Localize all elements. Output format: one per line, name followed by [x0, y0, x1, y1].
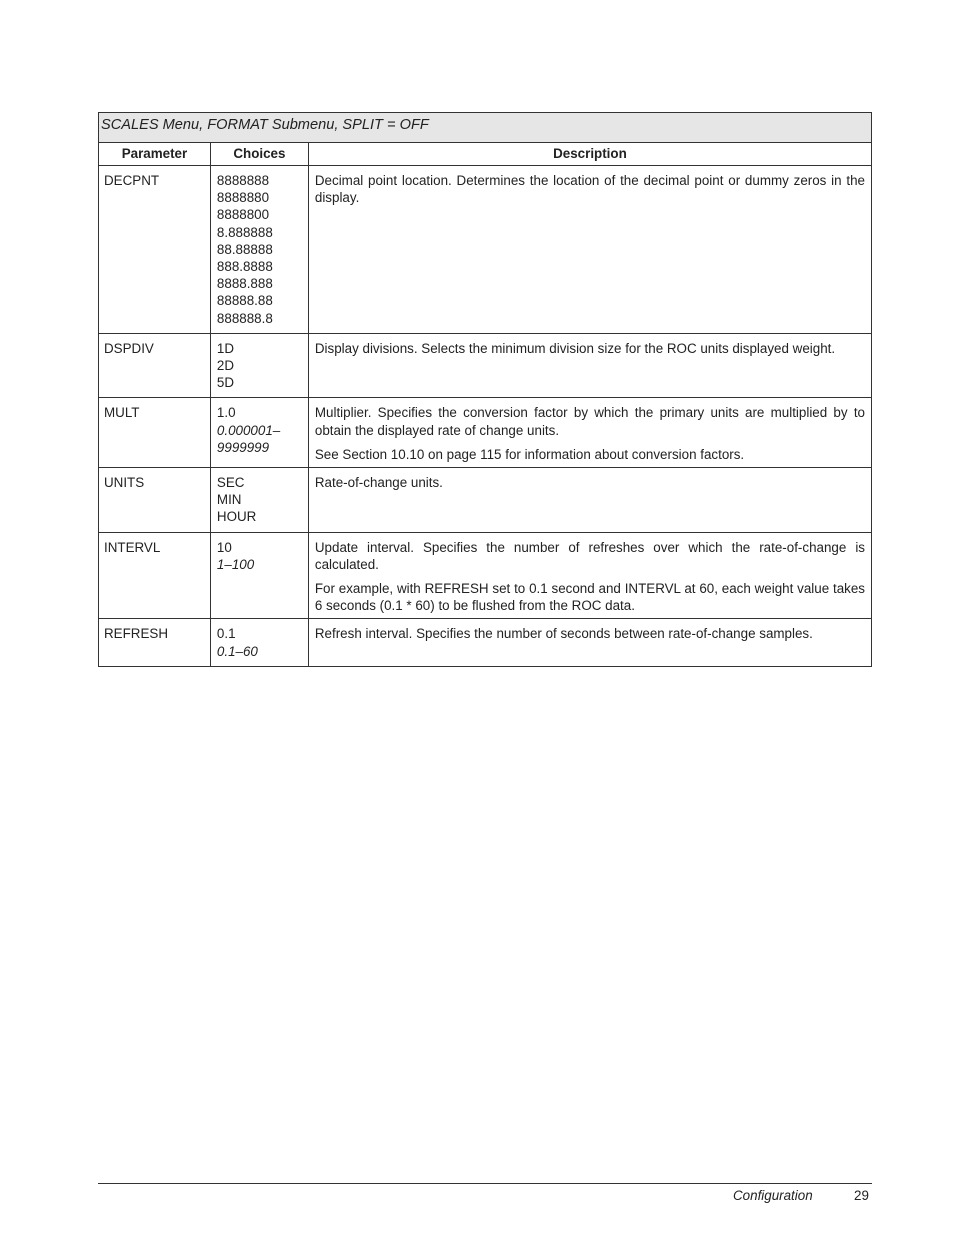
choice-value: 1D: [216, 340, 235, 356]
param-description: [308, 468, 871, 533]
param-name: DSPDIV: [99, 333, 211, 398]
table-row: [99, 333, 872, 398]
param-description: [308, 619, 871, 666]
choice-value: 10: [216, 539, 232, 555]
header-description: Description: [308, 143, 871, 166]
param-description: [308, 398, 871, 468]
description-paragraph: For example, with REFRESH set to 0.1 second and INTERVL at 60, each weight value takes 6 seconds (0.1 * 60) to be flushed from the ROC data.: [314, 581, 865, 614]
param-description: [308, 166, 871, 334]
param-choices: [210, 333, 308, 398]
table-row: [99, 468, 872, 533]
description-paragraph: Refresh interval. Specifies the number of seconds between rate-of-change samples.: [314, 626, 813, 642]
footer-divider: [98, 1183, 872, 1184]
table-header-row: [99, 143, 872, 166]
choice-value: 8888880: [216, 190, 270, 206]
choice-value: 888888.8: [216, 310, 273, 326]
table-caption: SCALES Menu, FORMAT Submenu, SPLIT = OFF: [99, 113, 872, 143]
choice-value: 88888.88: [216, 293, 273, 309]
footer-section-title: Configuration: [733, 1188, 813, 1203]
param-choices: [210, 532, 308, 619]
description-paragraph: Decimal point location. Determines the location of the decimal point or dummy zeros in the display.: [314, 173, 865, 206]
choice-range: 0.1–60: [216, 643, 258, 659]
param-choices: [210, 166, 308, 334]
param-name: UNITS: [99, 468, 211, 533]
choice-range: 9999999: [216, 439, 270, 455]
choice-value: 8.888888: [216, 224, 273, 240]
param-description: [308, 333, 871, 398]
description-paragraph: Multiplier. Specifies the conversion factor by which the primary units are multiplied by to obtain the displayed rate of change units.: [314, 405, 865, 438]
choice-value: MIN: [216, 492, 242, 508]
choice-value: HOUR: [216, 509, 257, 525]
param-name: REFRESH: [99, 619, 211, 666]
description-paragraph: Rate-of-change units.: [314, 475, 443, 491]
choice-value: 8888888: [216, 173, 270, 188]
choice-value: 1.0: [216, 405, 236, 421]
param-choices: [210, 398, 308, 468]
choice-value: 5D: [216, 375, 235, 391]
choice-range: 0.000001–: [216, 422, 281, 438]
choice-value: 0.1: [216, 626, 236, 642]
description-paragraph: See Section 10.10 on page 115 for information about conversion factors.: [314, 446, 745, 462]
choice-value: 2D: [216, 358, 235, 374]
footer-page-number: 29: [854, 1188, 869, 1203]
choice-value: 8888.888: [216, 276, 273, 292]
choice-value: SEC: [216, 475, 245, 491]
choice-range: 1–100: [216, 556, 255, 572]
table-caption-row: [99, 113, 872, 143]
table-row: [99, 619, 872, 666]
table-row: [99, 398, 872, 468]
description-paragraph: Update interval. Specifies the number of refreshes over which the rate-of-change is calculated.: [314, 539, 865, 572]
choice-value: 8888800: [216, 207, 270, 223]
param-choices: [210, 468, 308, 533]
header-choices: Choices: [210, 143, 308, 166]
choice-value: 88.88888: [216, 241, 273, 257]
choice-value: 888.8888: [216, 259, 273, 275]
param-description: [308, 532, 871, 619]
description-paragraph: Display divisions. Selects the minimum division size for the ROC units displayed weight.: [314, 340, 836, 356]
table-row: [99, 532, 872, 619]
scales-format-table: [98, 112, 872, 667]
param-name: DECPNT: [99, 166, 211, 334]
param-name: INTERVL: [99, 532, 211, 619]
table-row: [99, 166, 872, 334]
param-choices: [210, 619, 308, 666]
header-parameter: Parameter: [99, 143, 211, 166]
param-name: MULT: [99, 398, 211, 468]
